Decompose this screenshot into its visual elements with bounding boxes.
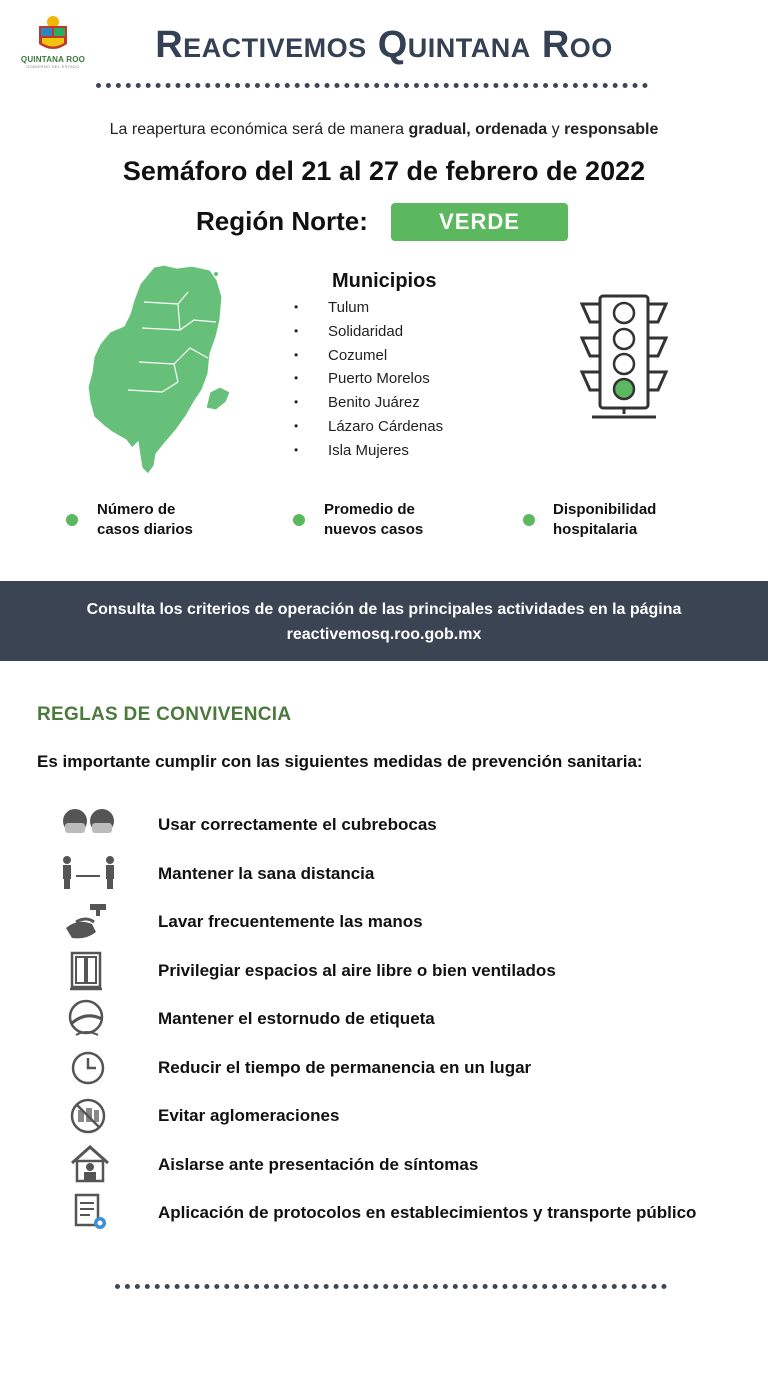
criterion-line: nuevos casos [324, 521, 424, 538]
rule-text: Reducir el tiempo de permanencia en un lugar [158, 1058, 532, 1077]
criterion-line: Promedio de [324, 501, 415, 518]
face-mask-icon [62, 803, 116, 847]
region-map [82, 262, 247, 482]
rule-item [62, 1094, 742, 1138]
criterion-line: Disponibilidad [553, 501, 657, 518]
intro-text [0, 121, 768, 139]
section-title: REGLAS DE CONVIVENCIA [37, 704, 292, 725]
rule-item [62, 1143, 742, 1187]
criterion-dot [523, 514, 535, 526]
municipios-title: Municipios [332, 270, 437, 292]
rule-text: Usar correctamente el cubrebocas [158, 815, 437, 834]
rule-item [62, 900, 742, 944]
criterion-daily-cases [97, 500, 193, 540]
rule-text: Aplicación de protocolos en establecimientos y transporte público [158, 1203, 697, 1222]
region-label: Región Norte: [196, 206, 368, 236]
window-icon [62, 949, 116, 993]
info-banner [0, 581, 768, 661]
intro-connector: y [547, 121, 565, 138]
intro-emphasis-1: gradual, ordenada [408, 121, 548, 138]
criterion-line: hospitalaria [553, 521, 638, 538]
intro-emphasis-2: responsable [564, 121, 659, 138]
criterion-dot [293, 514, 305, 526]
banner-url: reactivemosq.roo.gob.mx [286, 626, 482, 643]
page-title: Reactivemos Quintana Roo [155, 24, 613, 66]
sneeze-icon [62, 997, 116, 1041]
rule-text: Mantener el estornudo de etiqueta [158, 1009, 435, 1028]
rule-item [62, 997, 742, 1041]
rule-text: Mantener la sana distancia [158, 864, 375, 883]
divider-bottom [115, 1284, 667, 1289]
social-distance-icon [62, 852, 116, 896]
banner-text: Consulta los criterios de operación de las principales actividades en la página [86, 601, 682, 618]
criterion-hospital [553, 500, 656, 540]
home-isolation-icon [62, 1143, 116, 1187]
rule-text: Lavar frecuentemente las manos [158, 912, 423, 931]
rule-item [62, 1191, 742, 1235]
criterion-dot [66, 514, 78, 526]
semaforo-heading: Semáforo del 21 al 27 de febrero de 2022 [122, 156, 646, 186]
list-item: • Lázaro Cárdenas [294, 415, 443, 439]
section-intro: Es importante cumplir con las siguientes medidas de prevención sanitaria: [37, 752, 643, 771]
rule-text: Aislarse ante presentación de síntomas [158, 1155, 479, 1174]
traffic-light-icon [578, 292, 670, 424]
rule-text: Privilegiar espacios al aire libre o bien ventilados [158, 961, 556, 980]
rule-text: Evitar aglomeraciones [158, 1106, 340, 1125]
criterion-new-cases [324, 500, 423, 540]
list-item: • Tulum [294, 296, 443, 320]
hand-washing-icon [62, 900, 116, 944]
clock-icon [62, 1046, 116, 1090]
no-crowds-icon [62, 1094, 116, 1138]
criterion-line: casos diarios [97, 521, 193, 538]
list-item: • Isla Mujeres [294, 439, 443, 463]
list-item: • Solidaridad [294, 320, 443, 344]
logo-tagline: GOBIERNO DEL ESTADO [26, 64, 80, 69]
list-item: • Puerto Morelos [294, 367, 443, 391]
rule-item [62, 949, 742, 993]
list-item: • Benito Juárez [294, 391, 443, 415]
divider-top [96, 83, 648, 88]
rule-item [62, 803, 742, 847]
status-badge: VERDE [391, 203, 568, 241]
intro-prefix: La reapertura económica será de manera [109, 121, 409, 138]
list-item: • Cozumel [294, 344, 443, 368]
rule-item [62, 1046, 742, 1090]
logo-name: QUINTANA ROO [20, 55, 86, 64]
criterion-line: Número de [97, 501, 176, 518]
protocol-checklist-icon [62, 1191, 116, 1235]
municipios-list [294, 296, 443, 463]
rule-item [62, 852, 742, 896]
